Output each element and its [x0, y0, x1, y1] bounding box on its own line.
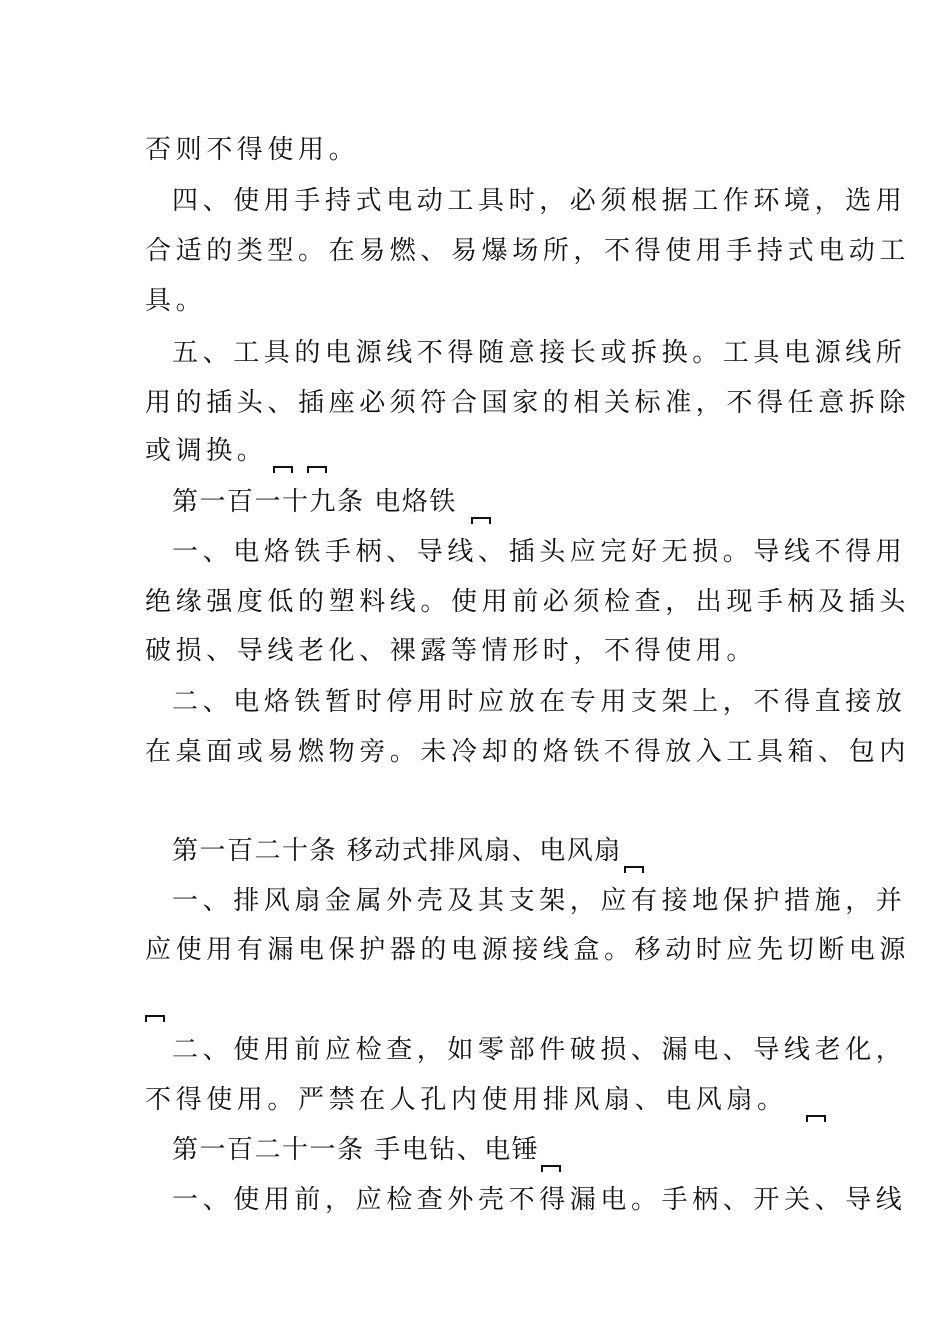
line-text: 不得使用。严禁在人孔内使用排风扇、电风扇。 [145, 1085, 788, 1115]
paragraph-line [145, 234, 910, 268]
section-heading [172, 1133, 561, 1172]
heading-text: 第一百二十条 移动式排风扇、电风扇 [172, 836, 622, 866]
paragraph-line [145, 735, 910, 769]
bracket-mark-icon [806, 1115, 826, 1122]
bracket-mark-icon [145, 1015, 165, 1022]
paragraph-line [172, 184, 906, 218]
line-text: 否则不得使用。 [145, 135, 360, 165]
bracket-mark-icon [307, 466, 327, 473]
heading-text: 第一百一十九条 电烙铁 [172, 487, 457, 517]
paragraph-line [145, 434, 327, 473]
line-text: 在桌面或易燃物旁。未冷却的烙铁不得放入工具箱、包内 [145, 737, 911, 767]
line-text: 具。 [145, 286, 207, 316]
paragraph-line [172, 1033, 906, 1067]
section-heading [172, 834, 644, 873]
paragraph-line [145, 585, 910, 619]
paragraph-line [145, 386, 910, 420]
line-text: 二、电烙铁暂时停用时应放在专用支架上，不得直接放 [172, 687, 907, 717]
line-text: 用的插头、插座必须符合国家的相关标准，不得任意拆除 [145, 388, 911, 418]
heading-text: 第一百二十一条 手电钻、电锤 [172, 1135, 540, 1165]
line-text: 二、使用前应检查，如零部件破损、漏电、导线老化， [172, 1035, 907, 1065]
paragraph-line [172, 1183, 906, 1217]
paragraph-line [172, 336, 906, 370]
line-text: 一、电烙铁手柄、导线、插头应完好无损。导线不得用 [172, 537, 907, 567]
paragraph-line [172, 685, 906, 719]
line-text: 应使用有漏电保护器的电源接线盒。移动时应先切断电源 [145, 935, 911, 965]
paragraph-line [145, 133, 359, 167]
bracket-mark-icon [273, 466, 293, 473]
bracket-mark-icon [471, 517, 491, 524]
paragraph-line [145, 983, 165, 1022]
paragraph-line [172, 535, 906, 569]
line-text: 一、使用前，应检查外壳不得漏电。手柄、开关、导线 [172, 1185, 907, 1215]
line-text: 五、工具的电源线不得随意接长或拆换。工具电源线所 [172, 338, 907, 368]
bracket-mark-icon [541, 1165, 561, 1172]
paragraph-line [145, 933, 910, 967]
paragraph-line [145, 1083, 826, 1122]
bracket-mark-icon [624, 866, 644, 873]
paragraph-line [145, 284, 206, 318]
line-text: 合适的类型。在易燃、易爆场所，不得使用手持式电动工 [145, 236, 911, 266]
paragraph-line [172, 884, 906, 918]
line-text: 或调换。 [145, 436, 268, 466]
line-text: 一、排风扇金属外壳及其支架，应有接地保护措施，并 [172, 886, 907, 916]
line-text: 四、使用手持式电动工具时，必须根据工作环境，选用 [172, 186, 907, 216]
line-text: 绝缘强度低的塑料线。使用前必须检查，出现手柄及插头 [145, 587, 911, 617]
paragraph-line [145, 634, 757, 668]
line-text: 破损、导线老化、裸露等情形时，不得使用。 [145, 636, 758, 666]
section-heading [172, 485, 491, 524]
